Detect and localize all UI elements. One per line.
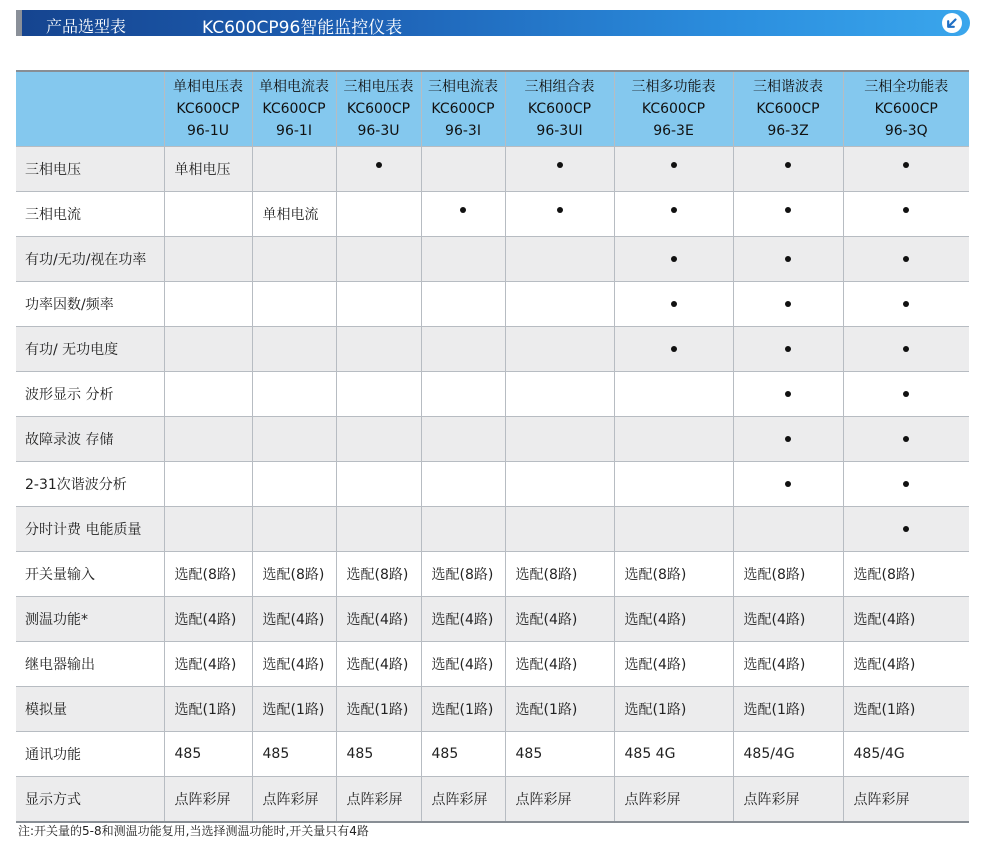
feature-supported-cell xyxy=(733,327,843,372)
table-cell xyxy=(164,507,252,552)
table-row xyxy=(16,282,969,327)
table-cell: 选配(4路) xyxy=(164,642,252,687)
feature-supported-cell xyxy=(336,147,421,192)
table-cell: 选配(4路) xyxy=(336,642,421,687)
bullet-dot-icon xyxy=(376,162,382,168)
table-cell: 点阵彩屏 xyxy=(733,777,843,822)
table-cell: 点阵彩屏 xyxy=(614,777,733,822)
row-label: 波形显示 分析 xyxy=(16,372,164,417)
column-header-model: 96-3UI xyxy=(536,123,583,139)
table-row xyxy=(16,237,969,282)
table-cell: 选配(4路) xyxy=(614,597,733,642)
row-label: 通讯功能 xyxy=(16,732,164,777)
feature-supported-cell xyxy=(614,282,733,327)
table-row xyxy=(16,327,969,372)
table-cell xyxy=(505,372,614,417)
column-header-model: 96-3U xyxy=(357,123,400,139)
row-label: 开关量输入 xyxy=(16,552,164,597)
feature-supported-cell xyxy=(614,237,733,282)
table-cell: 选配(1路) xyxy=(733,687,843,732)
table-header-row xyxy=(16,71,969,147)
table-cell: 选配(4路) xyxy=(164,597,252,642)
column-header-name: 三相电压表 xyxy=(343,79,414,95)
table-cell xyxy=(505,327,614,372)
feature-supported-cell xyxy=(733,417,843,462)
bullet-dot-icon xyxy=(903,162,909,168)
table-cell xyxy=(614,417,733,462)
column-header xyxy=(614,71,733,147)
table-cell: 485 xyxy=(336,732,421,777)
table-cell: 选配(1路) xyxy=(614,687,733,732)
table-cell: 485 xyxy=(164,732,252,777)
column-header-model: KC600CP xyxy=(756,101,820,117)
bullet-dot-icon xyxy=(903,256,909,262)
table-cell: 选配(8路) xyxy=(336,552,421,597)
table-cell: 选配(8路) xyxy=(164,552,252,597)
bullet-dot-icon xyxy=(785,481,791,487)
column-header xyxy=(252,71,336,147)
column-header-model: KC600CP xyxy=(346,101,411,117)
table-cell: 选配(1路) xyxy=(336,687,421,732)
table-cell: 单相电压 xyxy=(164,147,252,192)
table-cell xyxy=(505,237,614,282)
table-cell xyxy=(336,507,421,552)
table-cell: 485/4G xyxy=(733,732,843,777)
column-header xyxy=(843,71,969,147)
back-arrow-icon[interactable] xyxy=(942,13,962,33)
footnote: 注:开关量的5-8和测温功能复用,当选择测温功能时,开关量只有4路 xyxy=(18,824,369,838)
table-row xyxy=(16,507,969,552)
table-cell: 选配(8路) xyxy=(505,552,614,597)
table-cell: 点阵彩屏 xyxy=(505,777,614,822)
row-label: 测温功能* xyxy=(16,597,164,642)
table-cell xyxy=(505,282,614,327)
column-header-name: 三相组合表 xyxy=(524,79,595,95)
column-header-model: 96-3I xyxy=(445,123,481,139)
table-cell xyxy=(252,462,336,507)
table-cell: 点阵彩屏 xyxy=(252,777,336,822)
table-row xyxy=(16,597,969,642)
row-label: 模拟量 xyxy=(16,687,164,732)
table-cell: 单相电流 xyxy=(252,192,336,237)
table-cell: 选配(1路) xyxy=(421,687,505,732)
feature-supported-cell xyxy=(733,147,843,192)
feature-supported-cell xyxy=(843,417,969,462)
column-header xyxy=(733,71,843,147)
table-cell xyxy=(421,507,505,552)
table-cell: 选配(1路) xyxy=(252,687,336,732)
table-cell: 选配(4路) xyxy=(843,642,969,687)
table-row xyxy=(16,372,969,417)
banner-title: 产品选型表 xyxy=(46,17,127,36)
row-label: 继电器输出 xyxy=(16,642,164,687)
bullet-dot-icon xyxy=(785,436,791,442)
feature-supported-cell xyxy=(843,192,969,237)
column-header-model: 96-3Q xyxy=(884,123,928,139)
column-header-name: 单相电流表 xyxy=(259,79,329,95)
banner-product-name: KC600CP96智能监控仪表 xyxy=(202,18,403,36)
bullet-dot-icon xyxy=(785,301,791,307)
table-cell: 选配(8路) xyxy=(733,552,843,597)
bullet-dot-icon xyxy=(671,256,677,262)
table-cell xyxy=(164,327,252,372)
table-cell: 点阵彩屏 xyxy=(164,777,252,822)
table-cell xyxy=(421,372,505,417)
table-cell xyxy=(336,462,421,507)
table-cell xyxy=(252,282,336,327)
bullet-dot-icon xyxy=(785,346,791,352)
bullet-dot-icon xyxy=(903,301,909,307)
column-header xyxy=(421,71,505,147)
table-cell xyxy=(421,462,505,507)
table-row xyxy=(16,147,969,192)
column-header-model: KC600CP xyxy=(431,101,495,117)
row-label: 三相电压 xyxy=(16,147,164,192)
column-header-name: 三相多功能表 xyxy=(631,79,716,95)
table-row xyxy=(16,642,969,687)
table-cell: 点阵彩屏 xyxy=(843,777,969,822)
feature-supported-cell xyxy=(733,237,843,282)
column-header-model: 96-1I xyxy=(276,123,312,139)
bullet-dot-icon xyxy=(903,481,909,487)
bullet-dot-icon xyxy=(903,346,909,352)
feature-supported-cell xyxy=(733,282,843,327)
table-cell xyxy=(164,282,252,327)
table-cell: 选配(4路) xyxy=(421,642,505,687)
table-cell: 选配(1路) xyxy=(505,687,614,732)
bullet-dot-icon xyxy=(903,436,909,442)
feature-supported-cell xyxy=(421,192,505,237)
table-cell xyxy=(164,192,252,237)
bullet-dot-icon xyxy=(671,346,677,352)
table-cell xyxy=(336,237,421,282)
feature-supported-cell xyxy=(843,462,969,507)
column-header-model: 96-1U xyxy=(186,123,230,139)
banner-accent-bar xyxy=(16,10,22,36)
table-cell: 485 xyxy=(421,732,505,777)
table-cell xyxy=(505,417,614,462)
table-cell: 选配(4路) xyxy=(336,597,421,642)
table-row xyxy=(16,732,969,777)
table-row xyxy=(16,687,969,732)
table-cell xyxy=(614,372,733,417)
table-cell xyxy=(421,237,505,282)
feature-supported-cell xyxy=(505,192,614,237)
table-cell xyxy=(164,237,252,282)
table-cell: 点阵彩屏 xyxy=(421,777,505,822)
column-header-model: KC600CP xyxy=(176,101,240,117)
feature-supported-cell xyxy=(505,147,614,192)
row-label: 故障录波 存储 xyxy=(16,417,164,462)
column-header-name: 三相电流表 xyxy=(428,79,498,95)
table-cell: 选配(4路) xyxy=(614,642,733,687)
table-cell xyxy=(614,507,733,552)
table-cell: 选配(1路) xyxy=(164,687,252,732)
column-header-model: 96-3E xyxy=(653,123,694,139)
bullet-dot-icon xyxy=(785,162,791,168)
column-header-name: 三相全功能表 xyxy=(864,79,949,95)
feature-supported-cell xyxy=(614,327,733,372)
table-cell xyxy=(336,282,421,327)
bullet-dot-icon xyxy=(671,301,677,307)
table-row xyxy=(16,462,969,507)
column-header-name: 三相谐波表 xyxy=(753,79,823,95)
bullet-dot-icon xyxy=(557,207,563,213)
table-cell xyxy=(421,327,505,372)
column-header-model: KC600CP xyxy=(874,101,938,117)
column-header xyxy=(164,71,252,147)
table-cell: 选配(8路) xyxy=(252,552,336,597)
table-cell xyxy=(733,507,843,552)
row-label: 三相电流 xyxy=(16,192,164,237)
table-cell: 485 xyxy=(252,732,336,777)
row-label: 2-31次谐波分析 xyxy=(16,462,164,507)
feature-supported-cell xyxy=(733,192,843,237)
bullet-dot-icon xyxy=(557,162,563,168)
table-cell xyxy=(421,282,505,327)
table-cell: 选配(4路) xyxy=(505,642,614,687)
row-label: 显示方式 xyxy=(16,777,164,822)
table-row xyxy=(16,552,969,597)
table-cell xyxy=(336,372,421,417)
bullet-dot-icon xyxy=(671,162,677,168)
column-header xyxy=(336,71,421,147)
feature-supported-cell xyxy=(843,327,969,372)
table-cell xyxy=(164,462,252,507)
feature-supported-cell xyxy=(614,147,733,192)
column-header xyxy=(505,71,614,147)
table-cell xyxy=(252,237,336,282)
table-cell: 选配(4路) xyxy=(733,642,843,687)
column-header-name: 单相电压表 xyxy=(173,79,243,95)
table-cell xyxy=(336,417,421,462)
bullet-dot-icon xyxy=(785,391,791,397)
table-cell: 选配(1路) xyxy=(843,687,969,732)
table-cell: 选配(8路) xyxy=(421,552,505,597)
bullet-dot-icon xyxy=(785,207,791,213)
column-header-model: KC600CP xyxy=(641,101,706,117)
header-corner-cell xyxy=(16,71,164,147)
bullet-dot-icon xyxy=(460,207,466,213)
table-cell: 选配(4路) xyxy=(843,597,969,642)
table-cell xyxy=(164,372,252,417)
bullet-dot-icon xyxy=(671,207,677,213)
table-cell: 选配(4路) xyxy=(421,597,505,642)
feature-supported-cell xyxy=(614,192,733,237)
table-row xyxy=(16,417,969,462)
feature-supported-cell xyxy=(843,372,969,417)
table-cell: 485/4G xyxy=(843,732,969,777)
column-header-model: 96-3Z xyxy=(767,123,809,139)
table-cell: 选配(4路) xyxy=(733,597,843,642)
table-cell xyxy=(164,417,252,462)
feature-supported-cell xyxy=(843,507,969,552)
bullet-dot-icon xyxy=(903,207,909,213)
row-label: 分时计费 电能质量 xyxy=(16,507,164,552)
column-header-model: KC600CP xyxy=(527,101,592,117)
bullet-dot-icon xyxy=(903,526,909,532)
section-banner xyxy=(16,10,970,36)
table-cell xyxy=(614,462,733,507)
feature-supported-cell xyxy=(843,237,969,282)
table-cell xyxy=(252,417,336,462)
table-row xyxy=(16,192,969,237)
row-label: 有功/ 无功电度 xyxy=(16,327,164,372)
table-cell: 选配(8路) xyxy=(843,552,969,597)
bullet-dot-icon xyxy=(903,391,909,397)
bullet-dot-icon xyxy=(785,256,791,262)
feature-supported-cell xyxy=(843,282,969,327)
table-cell xyxy=(505,462,614,507)
table-cell: 选配(4路) xyxy=(505,597,614,642)
table-cell: 选配(4路) xyxy=(252,642,336,687)
feature-supported-cell xyxy=(733,462,843,507)
table-cell xyxy=(421,147,505,192)
feature-supported-cell xyxy=(843,147,969,192)
table-cell: 点阵彩屏 xyxy=(336,777,421,822)
table-cell xyxy=(252,507,336,552)
table-cell xyxy=(421,417,505,462)
row-label: 功率因数/频率 xyxy=(16,282,164,327)
table-cell xyxy=(336,327,421,372)
table-cell xyxy=(252,372,336,417)
table-cell xyxy=(336,192,421,237)
table-cell: 选配(4路) xyxy=(252,597,336,642)
table-row xyxy=(16,777,969,822)
table-cell: 485 4G xyxy=(614,732,733,777)
column-header-model: KC600CP xyxy=(262,101,326,117)
row-label: 有功/无功/视在功率 xyxy=(16,237,164,282)
product-selection-table xyxy=(16,70,969,823)
table-cell xyxy=(252,147,336,192)
table-cell: 485 xyxy=(505,732,614,777)
table-cell xyxy=(505,507,614,552)
table-cell xyxy=(252,327,336,372)
table-cell: 选配(8路) xyxy=(614,552,733,597)
feature-supported-cell xyxy=(733,372,843,417)
